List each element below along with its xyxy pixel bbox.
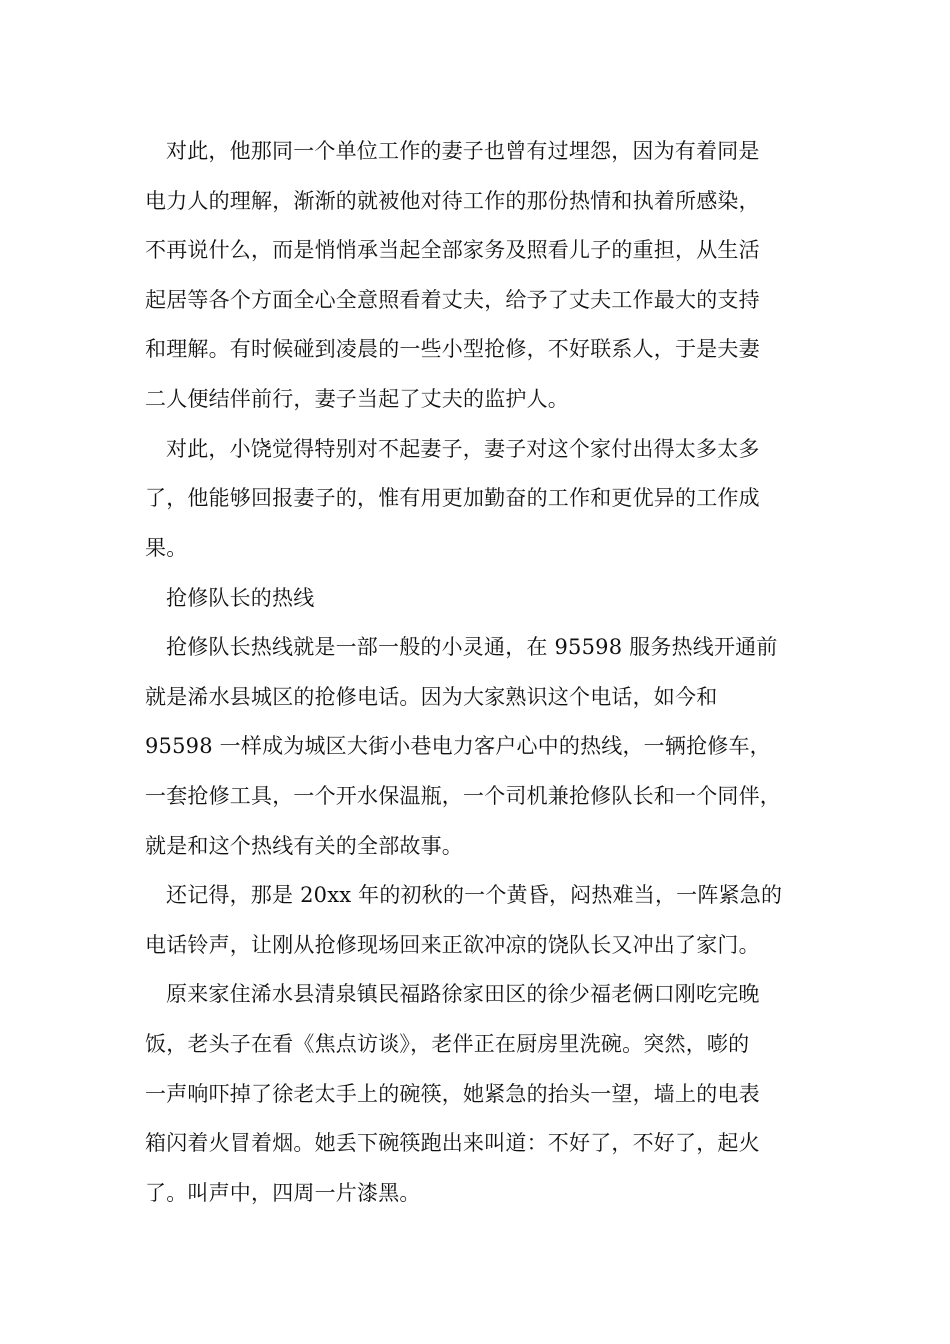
text-line: 95598 一样成为城区大街小巷电力客户心中的热线，一辆抢修车，	[145, 734, 771, 758]
text-line: 不再说什么，而是悄悄承当起全部家务及照看儿子的重担，从生活	[145, 238, 760, 262]
text-line: 箱闪着火冒着烟。她丢下碗筷跑出来叫道：不好了，不好了，起火	[145, 1131, 760, 1155]
text-line: 就是浠水县城区的抢修电话。因为大家熟识这个电话，如今和	[145, 685, 718, 709]
text-line: 饭，老头子在看《焦点访谈》，老伴正在厨房里洗碗。突然，嘭的	[145, 1032, 750, 1056]
text-line: 就是和这个热线有关的全部故事。	[145, 834, 463, 858]
text-line: 果。	[145, 536, 188, 560]
text-line: 抢修队长热线就是一部一般的小灵通，在 95598 服务热线开通前	[166, 635, 778, 659]
section-heading: 抢修队长的热线	[166, 586, 315, 610]
text-line: 一声响吓掉了徐老太手上的碗筷，她紧急的抬头一望，墙上的电表	[145, 1082, 760, 1106]
text-line: 电话铃声，让刚从抢修现场回来正欲冲凉的饶队长又冲出了家门。	[145, 933, 760, 957]
text-line: 电力人的理解，渐渐的就被他对待工作的那份热情和执着所感染，	[145, 189, 760, 213]
text-line: 对此，他那同一个单位工作的妻子也曾有过埋怨，因为有着同是	[166, 139, 760, 163]
text-line: 一套抢修工具，一个开水保温瓶，一个司机兼抢修队长和一个同伴，	[145, 784, 781, 808]
text-line: 了。叫声中，四周一片漆黑。	[145, 1181, 421, 1205]
text-line: 原来家住浠水县清泉镇民福路徐家田区的徐少福老俩口刚吃完晚	[166, 982, 760, 1006]
text-line: 了，他能够回报妻子的，惟有用更加勤奋的工作和更优异的工作成	[145, 486, 760, 510]
text-line: 二人便结伴前行，妻子当起了丈夫的监护人。	[145, 387, 569, 411]
text-line: 对此，小饶觉得特别对不起妻子，妻子对这个家付出得太多太多	[166, 437, 760, 461]
text-line: 起居等各个方面全心全意照看着丈夫，给予了丈夫工作最大的支持	[145, 288, 760, 312]
text-line: 和理解。有时候碰到凌晨的一些小型抢修，不好联系人，于是夫妻	[145, 337, 760, 361]
text-line: 还记得，那是 20xx 年的初秋的一个黄昏，闷热难当，一阵紧急的	[166, 883, 783, 907]
